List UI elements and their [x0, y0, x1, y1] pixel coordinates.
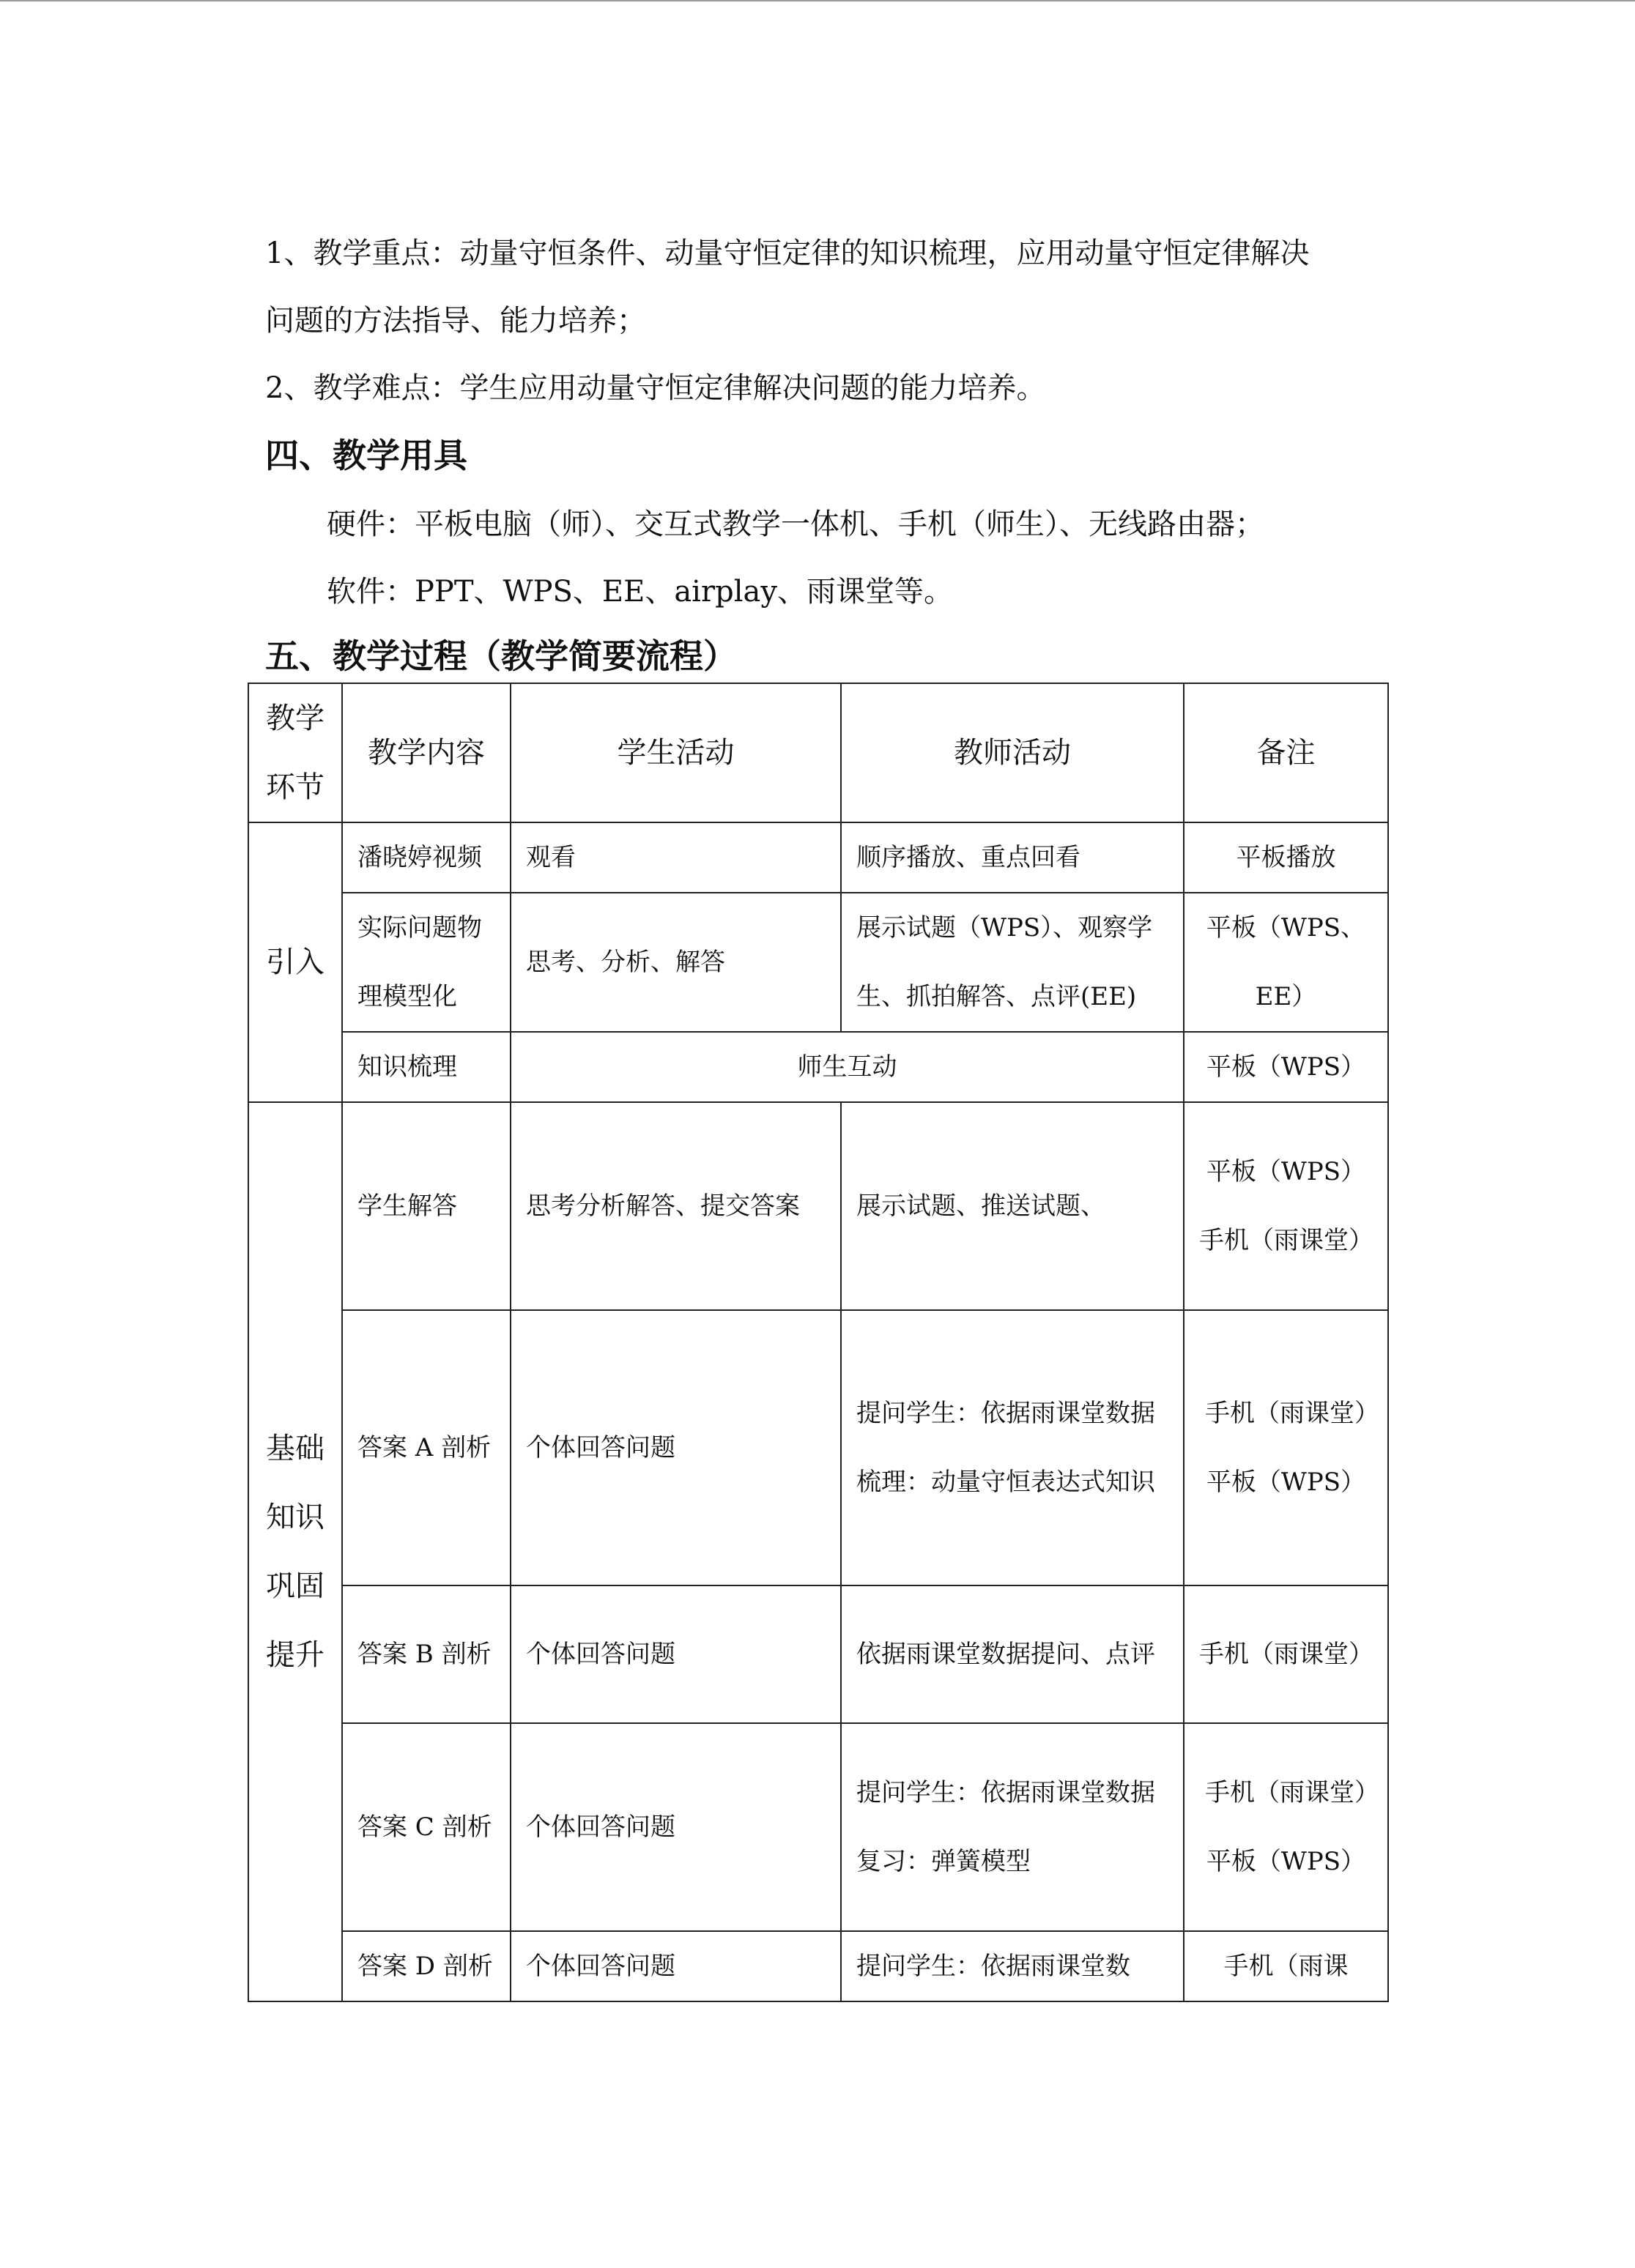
- table-row: [248, 1585, 1388, 1723]
- teacher-text: 提问学生：依据雨课堂数据: [856, 1778, 1155, 1807]
- student-cell: 个体回答问题: [511, 1310, 841, 1585]
- section-4-heading: 四、教学用具: [265, 436, 467, 475]
- stage-cell-foundation: 基础知识巩固提升: [248, 1102, 342, 2001]
- header-content: 教学内容: [342, 683, 511, 822]
- table-row: [248, 1102, 1388, 1310]
- student-cell: 思考分析解答、提交答案: [511, 1102, 841, 1310]
- content-cell: 知识梳理: [342, 1032, 511, 1102]
- table-row: [248, 822, 1388, 893]
- teacher-cell: [841, 1310, 1184, 1585]
- teacher-cell: 顺序播放、重点回看: [841, 822, 1184, 893]
- stage-cell-intro: 引入: [248, 822, 342, 1102]
- teacher-cell: [841, 1723, 1184, 1931]
- teacher-cell: 展示试题（WPS）、观察学生、抓拍解答、点评(EE): [841, 893, 1184, 1032]
- table-row: [248, 1723, 1388, 1931]
- content-cell: 答案 D 剖析: [342, 1931, 511, 2001]
- student-cell: 个体回答问题: [511, 1931, 841, 2001]
- teacher-text: 提问学生：依据雨课堂数据: [856, 1399, 1155, 1428]
- section-5-heading: 五、教学过程（教学简要流程）: [265, 636, 737, 676]
- note-cell: 手机（雨课堂）: [1184, 1585, 1388, 1723]
- note-cell: 手机（雨课: [1184, 1931, 1388, 2001]
- header-note: 备注: [1184, 683, 1388, 822]
- header-teacher: 教师活动: [841, 683, 1184, 822]
- content-cell: 答案 C 剖析: [342, 1723, 511, 1931]
- note-cell: 平板（WPS）: [1184, 1032, 1388, 1102]
- teacher-text-2: 复习：弹簧模型: [856, 1847, 1031, 1876]
- student-cell: 个体回答问题: [511, 1585, 841, 1723]
- table-row: [248, 893, 1388, 1032]
- student-cell: 观看: [511, 822, 841, 893]
- teacher-cell: 展示试题、推送试题、: [841, 1102, 1184, 1310]
- teaching-process-table: [248, 683, 1389, 2002]
- table-row: [248, 1310, 1388, 1585]
- content-cell: 潘晓婷视频: [342, 822, 511, 893]
- header-student: 学生活动: [511, 683, 841, 822]
- header-stage: 教学环节: [248, 683, 342, 822]
- difficulty-line: 2、教学难点：学生应用动量守恒定律解决问题的能力培养。: [265, 371, 1046, 405]
- note-cell: 平板（WPS）手机（雨课堂）: [1184, 1102, 1388, 1310]
- teacher-cell: 依据雨课堂数据提问、点评: [841, 1585, 1184, 1723]
- key-point-line-1: 1、教学重点：动量守恒条件、动量守恒定律的知识梳理，应用动量守恒定律解决: [265, 237, 1310, 270]
- software-line: 软件：PPT、WPS、EE、airplay、雨课堂等。: [327, 575, 953, 609]
- note-cell: 手机（雨课堂）平板（WPS）: [1184, 1723, 1388, 1931]
- student-cell: 个体回答问题: [511, 1723, 841, 1931]
- content-cell: 实际问题物理模型化: [342, 893, 511, 1032]
- content-cell: 学生解答: [342, 1102, 511, 1310]
- content-cell: 答案 B 剖析: [342, 1585, 511, 1723]
- key-point-line-2: 问题的方法指导、能力培养；: [265, 304, 646, 338]
- merged-activity-cell: 师生互动: [511, 1032, 1184, 1102]
- teacher-text-2: 梳理：动量守恒表达式知识: [856, 1468, 1155, 1497]
- note-cell: 平板播放: [1184, 822, 1388, 893]
- hardware-line: 硬件：平板电脑（师）、交互式教学一体机、手机（师生）、无线路由器；: [327, 507, 1264, 541]
- student-cell: 思考、分析、解答: [511, 893, 841, 1032]
- teacher-cell: 提问学生：依据雨课堂数: [841, 1931, 1184, 2001]
- page-top-rule: [0, 0, 1635, 1]
- content-cell: 答案 A 剖析: [342, 1310, 511, 1585]
- table-row: [248, 1032, 1388, 1102]
- table-header-row: [248, 683, 1388, 822]
- table-row: [248, 1931, 1388, 2001]
- note-cell: 手机（雨课堂）平板（WPS）: [1184, 1310, 1388, 1585]
- note-cell: 平板（WPS、EE）: [1184, 893, 1388, 1032]
